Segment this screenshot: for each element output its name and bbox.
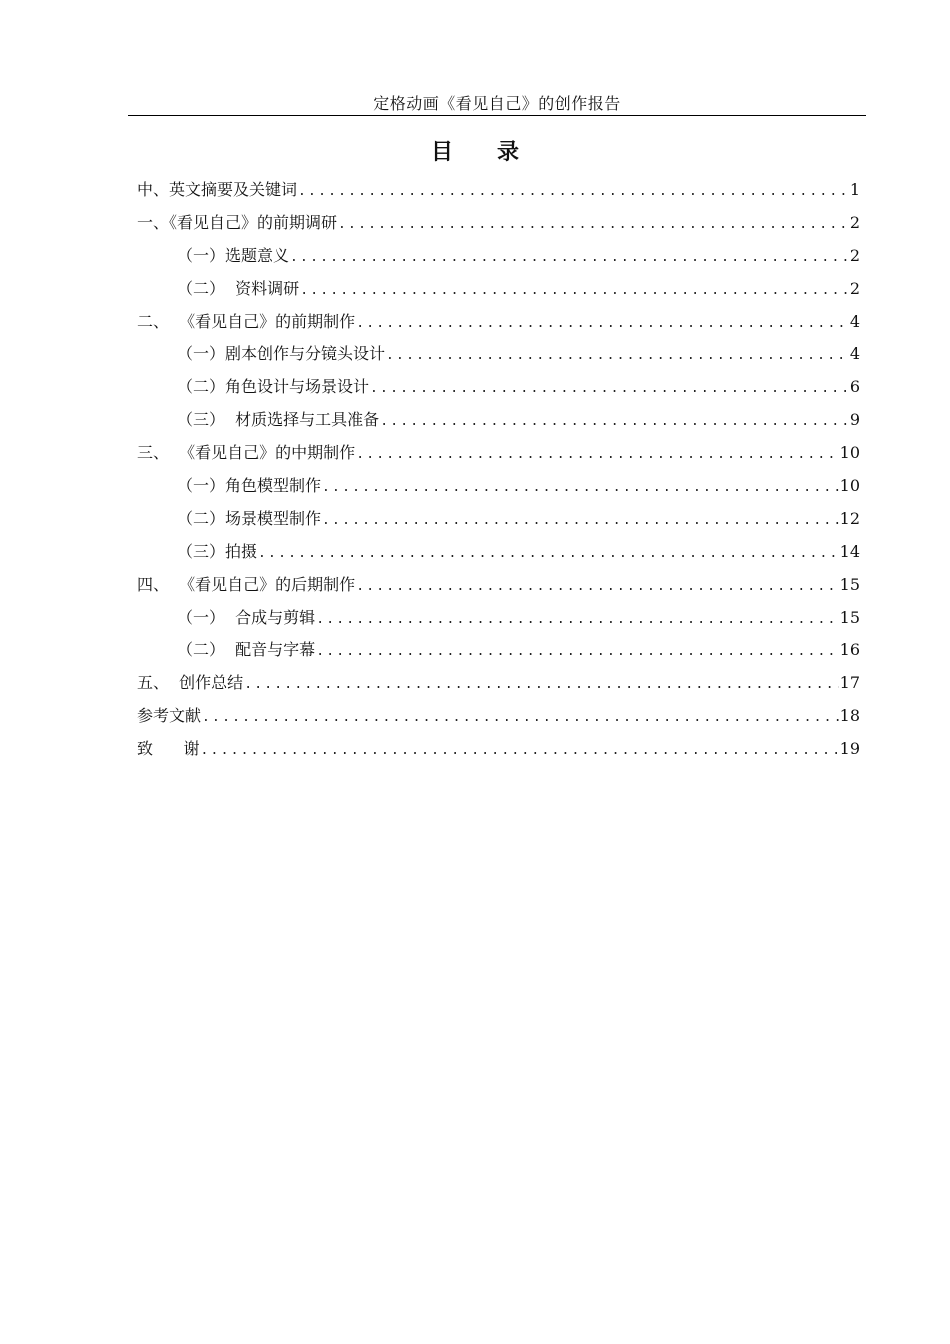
toc-entry-label: 致 谢 <box>137 739 200 759</box>
toc-entry-page: 10 <box>839 443 860 463</box>
toc-dot-leader <box>322 508 839 534</box>
toc-entry-page: 19 <box>839 739 860 759</box>
toc-title-char-2: 录 <box>497 140 520 165</box>
toc-dot-leader <box>202 705 839 731</box>
toc-dot-leader <box>201 738 839 764</box>
toc-entry[interactable] <box>137 309 860 342</box>
toc-dot-leader <box>290 245 849 271</box>
toc-entry-page: 2 <box>849 278 860 298</box>
toc-entry-label: （二）角色设计与场景设计 <box>177 377 370 397</box>
toc-entry-label: （一）剧本创作与分镜头设计 <box>177 344 386 364</box>
toc-entry-page: 15 <box>839 574 860 594</box>
toc-dot-leader <box>380 409 849 435</box>
toc-dot-leader <box>356 442 838 468</box>
toc-entry-label: 中、英文摘要及关键词 <box>137 180 298 199</box>
toc-entry-page: 4 <box>849 311 860 331</box>
toc-dot-leader <box>316 639 838 665</box>
toc-entry-label: （三） 材质选择与工具准备 <box>177 410 380 430</box>
toc-entry[interactable] <box>137 473 860 506</box>
toc-entry-label: （二） 配音与字幕 <box>177 640 316 660</box>
toc-entry-label: 四、 《看见自己》的后期制作 <box>137 574 356 594</box>
toc-dot-leader <box>356 574 838 600</box>
toc-entry-page: 2 <box>849 212 860 232</box>
toc-entry-page: 18 <box>839 706 860 726</box>
toc-entry[interactable] <box>137 703 860 736</box>
toc-entry-page: 10 <box>839 476 860 496</box>
toc-dot-leader <box>370 376 849 402</box>
toc-entry-label: 参考文献 <box>137 706 202 726</box>
toc-entry[interactable] <box>137 210 860 243</box>
toc-dot-leader <box>386 343 849 369</box>
toc-entry-page: 17 <box>839 673 860 693</box>
toc-entry[interactable] <box>137 670 860 703</box>
toc-entry-page: 1 <box>849 180 860 199</box>
toc-entry-page: 9 <box>849 410 860 430</box>
toc-entry[interactable] <box>137 440 860 473</box>
toc-entry-label: 二、 《看见自己》的前期制作 <box>137 311 356 331</box>
running-header: 定格动画《看见自己》的创作报告 <box>373 94 621 113</box>
table-of-contents <box>137 177 860 769</box>
toc-entry-label: （二） 资料调研 <box>177 278 300 298</box>
toc-entry[interactable] <box>137 243 860 276</box>
toc-entry-page: 15 <box>839 607 860 627</box>
toc-entry-page: 6 <box>849 377 860 397</box>
toc-entry-label: （一） 合成与剪辑 <box>177 607 316 627</box>
toc-entry[interactable] <box>137 506 860 539</box>
toc-entry[interactable] <box>137 572 860 605</box>
header-rule <box>128 115 866 116</box>
toc-dot-leader <box>338 212 849 238</box>
toc-entry-label: 五、 创作总结 <box>137 673 244 693</box>
toc-dot-leader <box>322 475 839 501</box>
toc-dot-leader <box>300 278 849 304</box>
toc-entry-page: 14 <box>839 541 860 561</box>
toc-dot-leader <box>244 672 838 698</box>
toc-entry[interactable] <box>137 341 860 374</box>
toc-entry-page: 4 <box>849 344 860 364</box>
toc-entry-label: （三）拍摄 <box>177 541 258 561</box>
toc-entry[interactable] <box>137 177 860 210</box>
toc-entry-page: 2 <box>849 245 860 265</box>
toc-entry-label: 三、 《看见自己》的中期制作 <box>137 443 356 463</box>
toc-entry-label: （二）场景模型制作 <box>177 508 322 528</box>
toc-entry-page: 16 <box>839 640 860 660</box>
toc-entry[interactable] <box>137 539 860 572</box>
toc-entry[interactable] <box>137 605 860 638</box>
toc-entry[interactable] <box>137 407 860 440</box>
toc-dot-leader <box>316 607 838 633</box>
toc-dot-leader <box>356 311 849 337</box>
toc-entry[interactable] <box>137 637 860 670</box>
toc-entry-label: （一）角色模型制作 <box>177 476 322 496</box>
toc-title-char-1: 目 <box>430 140 453 165</box>
toc-entry[interactable] <box>137 374 860 407</box>
toc-dot-leader <box>258 541 839 567</box>
toc-entry[interactable] <box>137 276 860 309</box>
toc-entry[interactable] <box>137 736 860 769</box>
toc-title <box>0 138 950 168</box>
toc-entry-label: 一、《看见自己》的前期调研 <box>137 212 338 232</box>
toc-entry-page: 12 <box>839 508 860 528</box>
toc-dot-leader <box>298 179 849 205</box>
toc-entry-label: （一）选题意义 <box>177 245 290 265</box>
